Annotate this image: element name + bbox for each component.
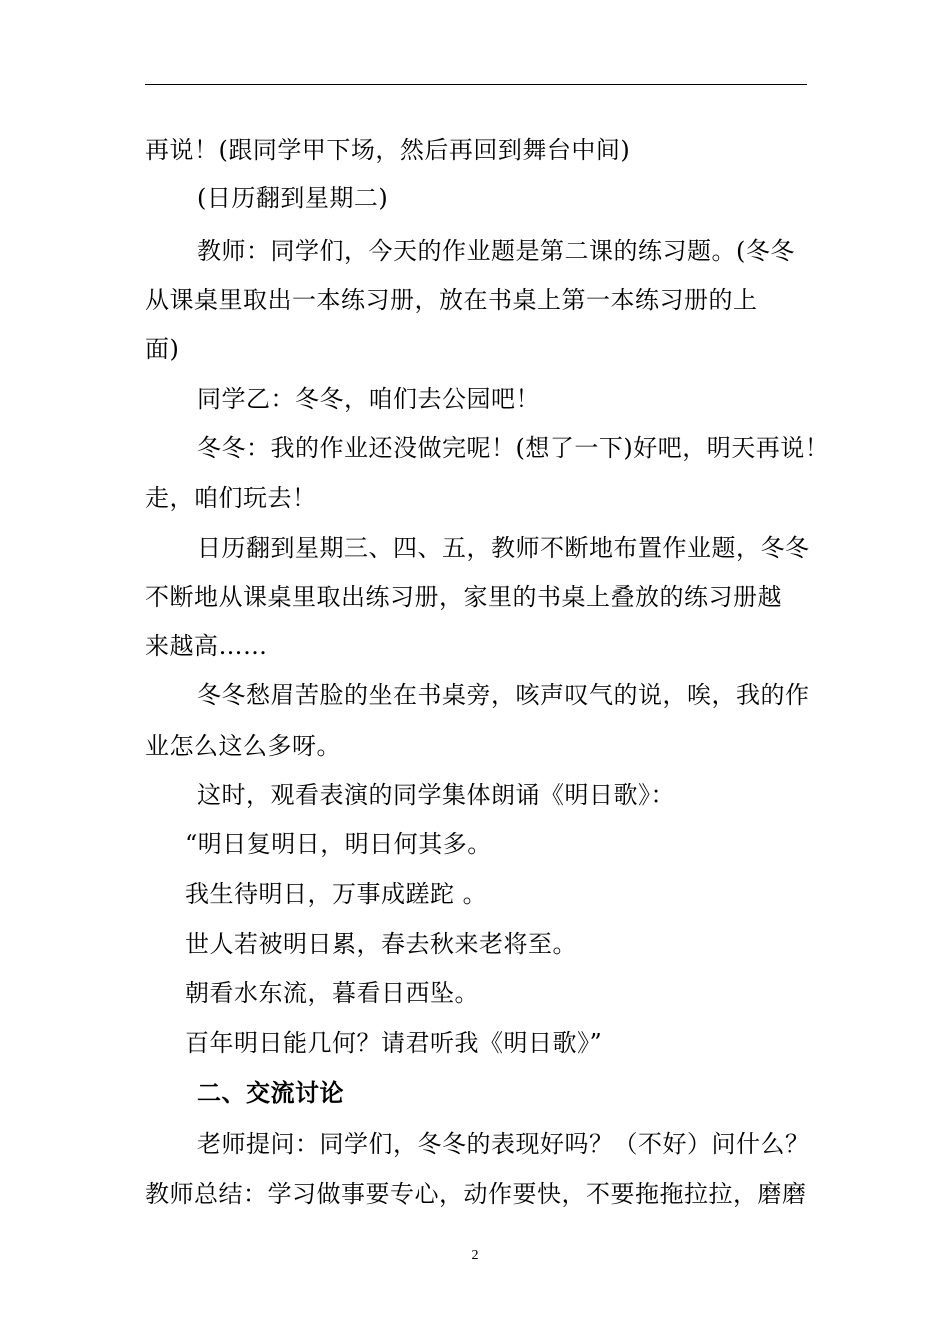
poem-line: “明日复明日，明日何其多。	[185, 830, 492, 858]
body-text-line: 不断地从课桌里取出练习册，家里的书桌上叠放的练习册越	[145, 583, 782, 611]
body-text-line: 教师总结：学习做事要专心，动作要快，不要拖拖拉拉，磨磨	[145, 1180, 807, 1208]
body-text-line: 从课桌里取出一本练习册，放在书桌上第一本练习册的上	[145, 286, 758, 314]
page-number: 2	[471, 1248, 479, 1263]
body-text-line: 教师：同学们，今天的作业题是第二课的练习题。(冬冬	[197, 237, 795, 265]
dialogue-line: 同学乙：冬冬，咱们去公园吧！	[197, 385, 540, 413]
poem-line: 世人若被明日累，春去秋来老将至。	[185, 930, 577, 958]
body-text-line: 这时，观看表演的同学集体朗诵《明日歌》：	[197, 781, 675, 809]
body-text-line: 日历翻到星期三、四、五，教师不断地布置作业题，冬冬	[197, 534, 810, 562]
body-text-line: 冬冬愁眉苦脸的坐在书桌旁，咳声叹气的说，唉，我的作	[197, 681, 810, 709]
poem-line: 我生待明日，万事成蹉跎 。	[185, 880, 488, 908]
dialogue-line: 冬冬：我的作业还没做完呢！(想了一下)好吧，明天再说！	[197, 434, 830, 462]
body-text-line: 来越高……	[145, 632, 268, 660]
dialogue-line: 走，咱们玩去！	[145, 484, 317, 512]
body-text-line: 老师提问：同学们，冬冬的表现好吗？（不好）问什么？	[197, 1130, 810, 1158]
poem-line: 朝看水东流，暮看日西坠。	[185, 979, 479, 1007]
body-text-line: 业怎么这么多呀。	[145, 732, 341, 760]
header-rule	[145, 84, 807, 85]
body-text-line: 再说！(跟同学甲下场，然后再回到舞台中间)	[145, 136, 631, 164]
poem-line: 百年明日能几何？请君听我《明日歌》”	[185, 1029, 603, 1057]
stage-direction-line: (日历翻到星期二)	[197, 184, 389, 212]
body-text-line: 面)	[145, 335, 180, 363]
section-heading: 二、交流讨论	[197, 1079, 344, 1107]
